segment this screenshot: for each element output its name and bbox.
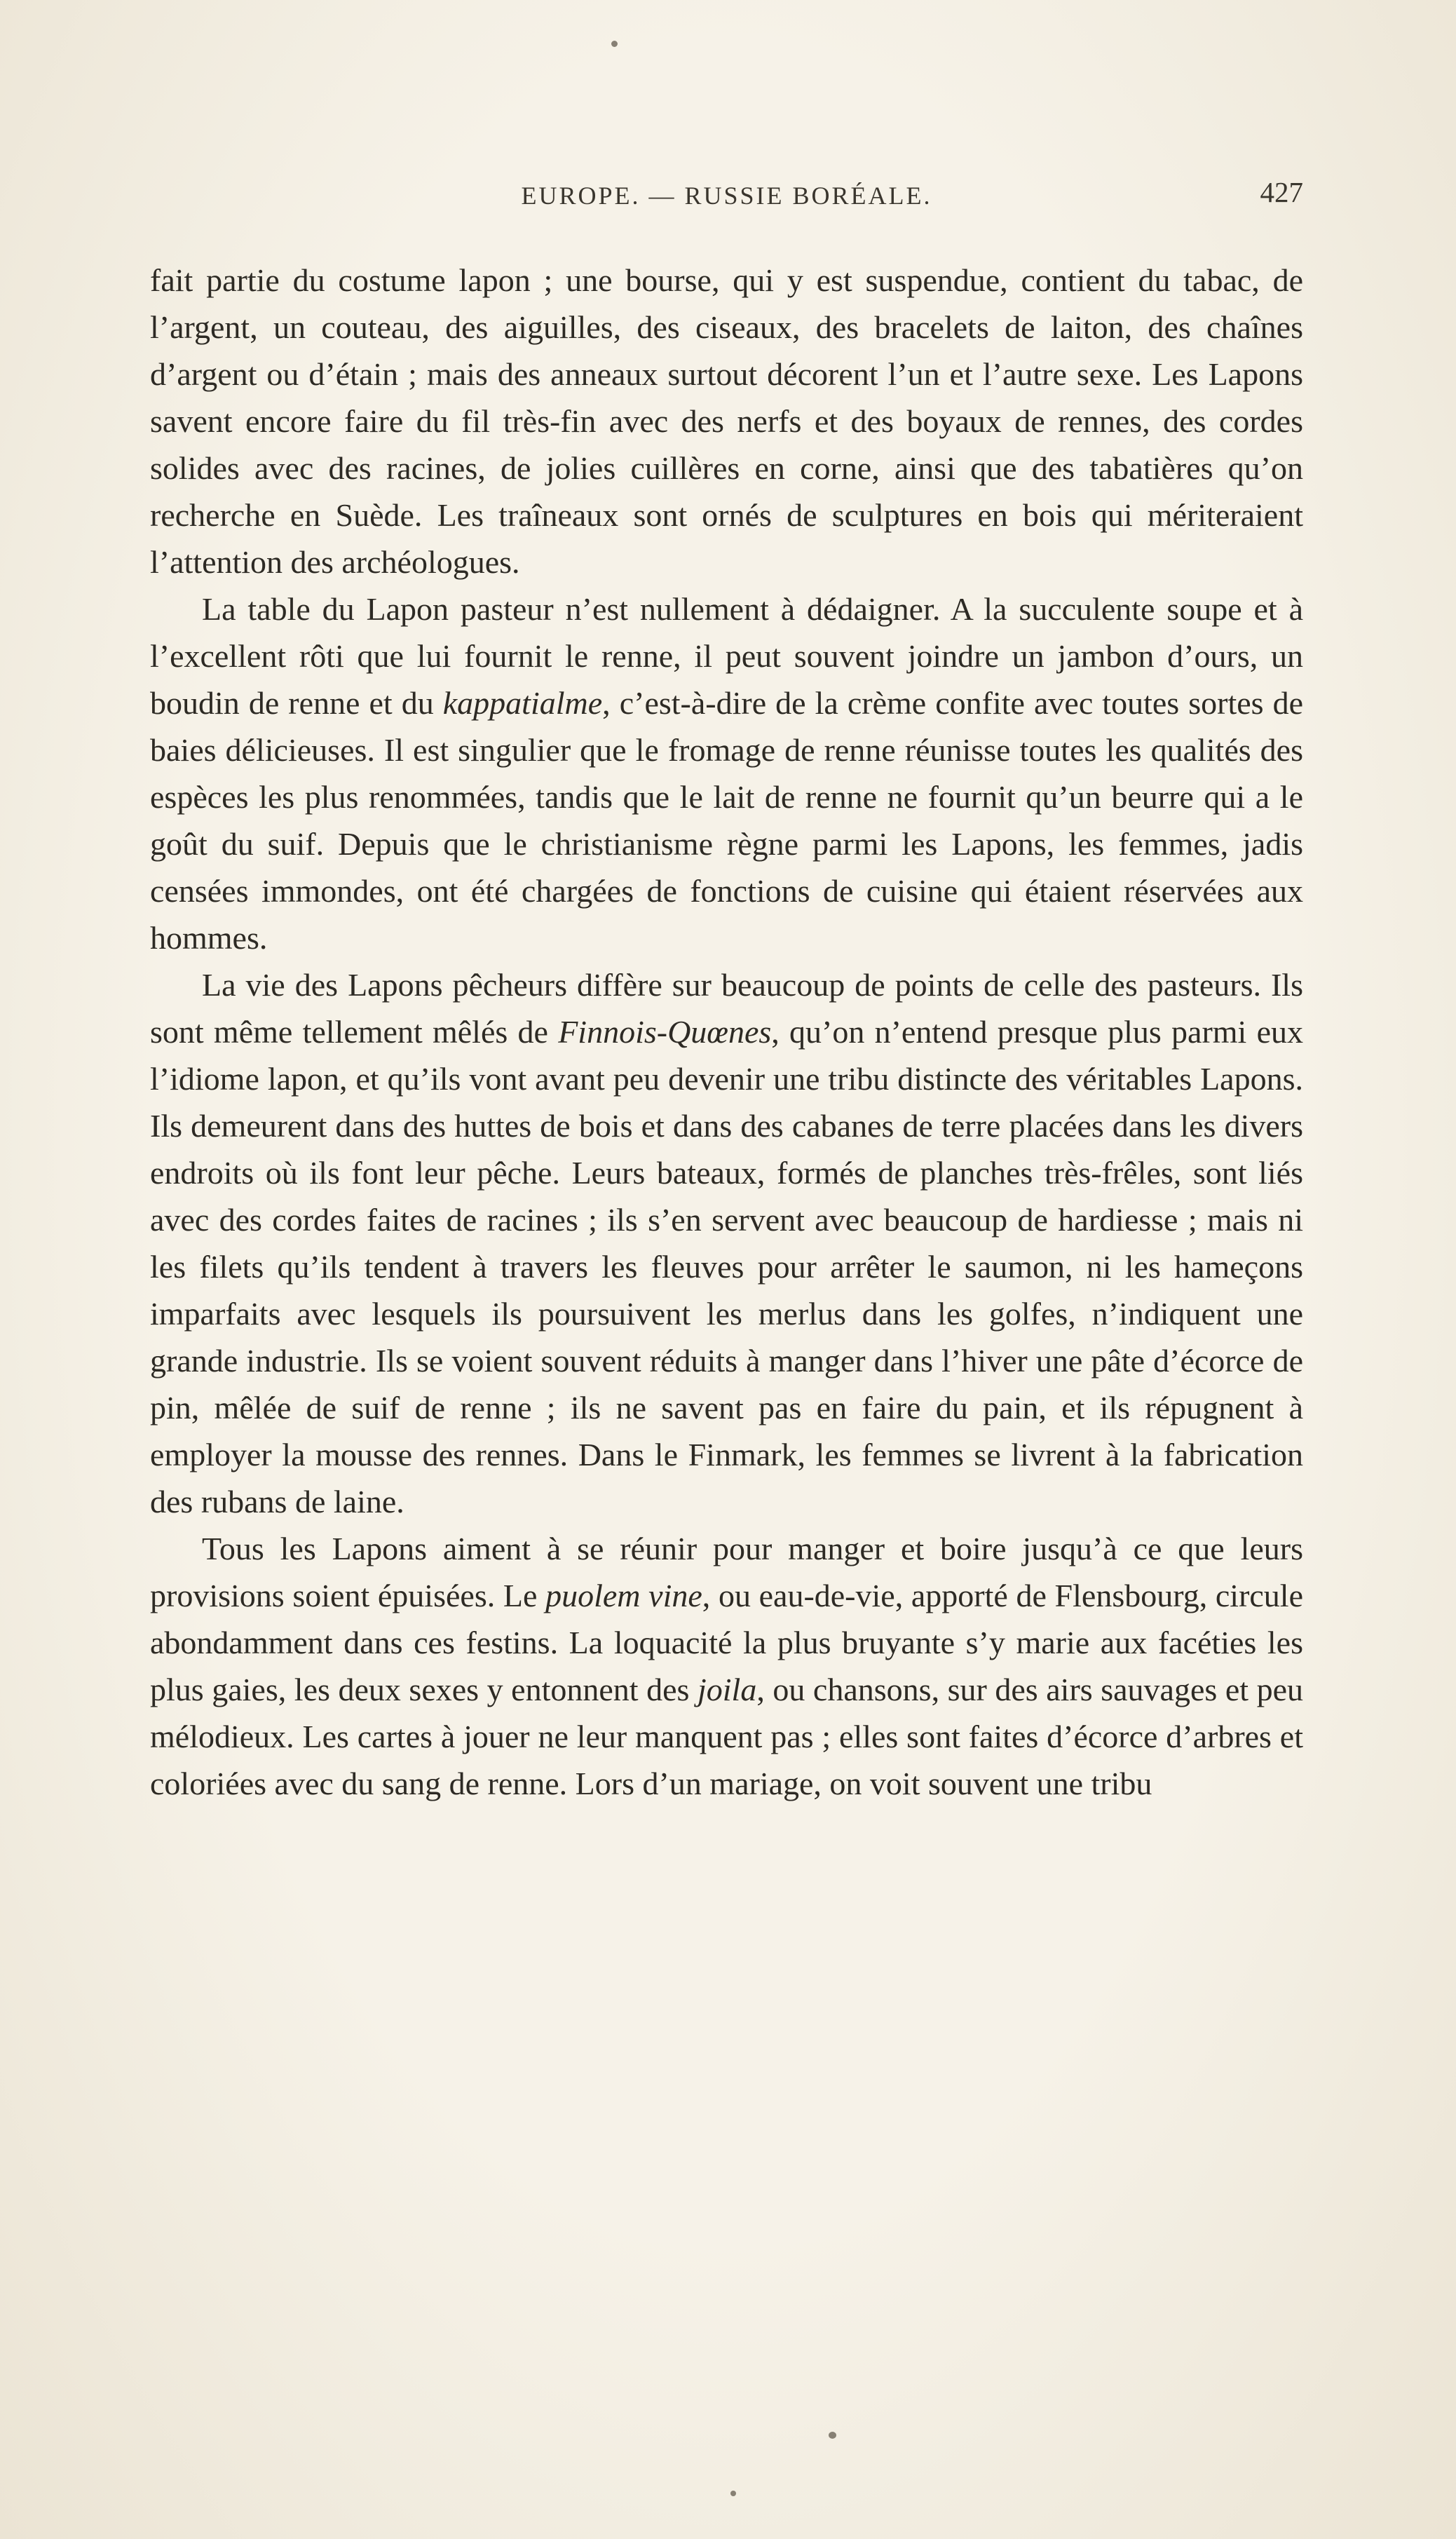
page-body (150, 257, 1303, 1807)
scan-speck (829, 2432, 836, 2439)
scan-speck (730, 2491, 736, 2496)
paragraph (150, 961, 1303, 1525)
paragraph (150, 585, 1303, 961)
italic-term: kappatialme (442, 685, 603, 721)
text-run: La table du Lapon pasteur n’est nullement à dédaigner. A la succulente soupe et à l’excellent rôti que lui fournit le renne, il peut souvent joindre un jambon d’ours, un boudin de renne et du (150, 591, 1303, 721)
page-number: 427 (1260, 176, 1303, 208)
text-run: , ou chansons, sur des airs sauvages et peu mélodieux. Les cartes à jouer ne leur manquent pas ; elles sont faites d’écorce d’arbres et coloriées avec du sang de renne. Lors d’un mariage, on voit souvent une tribu (150, 1672, 1304, 1801)
italic-term: joila (697, 1672, 757, 1707)
text-run: , c’est-à-dire de la crème confite avec toutes sortes de baies délicieuses. Il est singulier que le fromage de renne réunisse toutes les qualités des espèces les plus renommées, tandis que le lait de renne ne fournit qu’un beurre qui a le goût du suif. Depuis que le christianisme règne parmi les Lapons, les femmes, jadis censées immondes, ont été chargées de fonctions de cuisine qui étaient réservées aux hommes. (150, 685, 1303, 956)
scan-speck (611, 41, 618, 47)
paragraph (150, 1525, 1303, 1807)
page-header (150, 176, 1303, 210)
italic-term: Finnois-Quœnes (558, 1014, 772, 1050)
paragraph (150, 257, 1303, 585)
text-run: Tous les Lapons aiment à se réunir pour manger et boire jusqu’à ce que leurs provisions soient épuisées. Le (150, 1531, 1303, 1613)
text-run: La vie des Lapons pêcheurs diffère sur beaucoup de points de celle des pasteurs. Ils sont même tellement mêlés de (150, 967, 1303, 1050)
running-title: EUROPE. — RUSSIE BORÉALE. (521, 182, 932, 210)
text-run: , qu’on n’entend presque plus parmi eux l’idiome lapon, et qu’ils vont avant peu devenir une tribu distincte des véritables Lapons. Ils demeurent dans des huttes de bois et dans des cabanes de terre placées dans les divers endroits où ils font leur pêche. Leurs bateaux, formés de planches très-frêles, sont liés avec des cordes faites de racines ; ils s’en servent avec beaucoup de hardiesse ; mais ni les filets qu’ils tendent à travers les fleuves pour arrêter le saumon, ni les hameçons imparfaits avec lesquels ils poursuivent les merlus dans les golfes, n’indiquent une grande industrie. Ils se voient souvent réduits à manger dans l’hiver une pâte d’écorce de pin, mêlée de suif de renne ; ils ne savent pas en faire du pain, et ils répugnent à employer la mousse des rennes. Dans le Finmark, les femmes se livrent à la fabrication des rubans de laine. (150, 1014, 1303, 1519)
italic-term: puolem vine (545, 1578, 702, 1613)
text-run: , ou eau-de-vie, apporté de Flensbourg, circule abondamment dans ces festins. La loquacité la plus bruyante s’y marie aux facéties les plus gaies, les deux sexes y entonnent des (150, 1578, 1304, 1707)
text-run: fait partie du costume lapon ; une bourse, qui y est suspendue, contient du tabac, de l’argent, un couteau, des aiguilles, des ciseaux, des bracelets de laiton, des chaînes d’argent ou d’étain ; mais des anneaux surtout décorent l’un et l’autre sexe. Les Lapons savent encore faire du fil très-fin avec des nerfs et des boyaux de rennes, des cordes solides avec des racines, de jolies cuillères en corne, ainsi que des tabatières qu’on recherche en Suède. Les traîneaux sont ornés de sculptures en bois qui mériteraient l’attention des archéologues. (150, 262, 1303, 580)
